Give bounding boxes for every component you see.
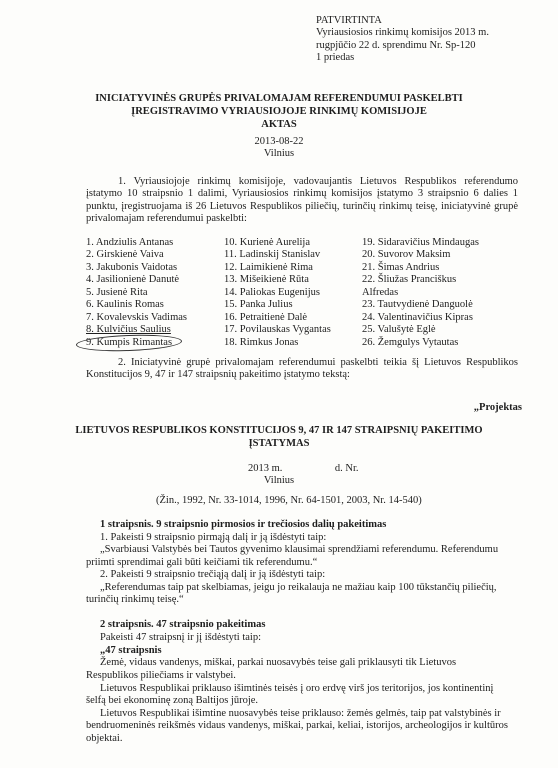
gazette-reference: (Žin., 1992, Nr. 33-1014, 1996, Nr. 64-1501, 2003, Nr. 14-540): [156, 495, 422, 506]
member-item: 13. Mišeikienė Rūta: [224, 274, 309, 286]
member-item: 26. Žemgulys Vytautas: [362, 336, 459, 348]
document-city: Vilnius: [263, 148, 295, 159]
member-item: 21. Šimas Andrius: [362, 261, 440, 273]
member-item: 6. Kaulinis Romas: [86, 299, 164, 311]
paragraph-1: 1. Vyriausiojoje rinkimų komisijoje, vadovaujantis Lietuvos Respublikos referendumo įstatymo 10 straipsnio 1 dalimi, Vyriausiosios rinkimų komisijos įstatymo 3 straipsnio 6 dalies 1 punktu, įregistruojama iš 26 Lietuvos Respublikos piliečių, turinčių rinkimų teisę, iniciatyvinė grupė privalomajam referendumui paskelbti:: [86, 176, 518, 225]
member-item: Alfredas: [362, 286, 399, 298]
approval-line: 1 priedas: [316, 52, 355, 64]
article-2-text: bendruomeninės reikšmės vidaus vandenys, miškai, parkai, keliai, istorijos, archeologijos ir kultūros: [86, 720, 508, 731]
article-2-text: šelfą bei ekonominę zoną Baltijos jūroje.: [86, 695, 259, 706]
member-column-1: [86, 237, 187, 349]
member-item: 3. Jakubonis Vaidotas: [86, 261, 178, 273]
projektas-label: „Projektas: [473, 402, 522, 413]
approval-line: rugpjūčio 22 d. sprendimu Nr. Sp-120: [316, 39, 476, 51]
paragraph-2: 2. Iniciatyvinė grupė privalomajam referendumui paskelbti teikia šį Lietuvos Respublikos Konstitucijos 9, 47 ir 147 straipsnių pakeitimo įstatymo tekstą:: [86, 357, 518, 381]
member-item: 17. Povilauskas Vygantas: [224, 324, 331, 336]
member-item: 1. Andziulis Antanas: [86, 237, 174, 248]
member-item: 24. Valentinavičius Kipras: [362, 311, 473, 323]
article-2-text: Lietuvos Respublikai išimtine nuosavybės teise priklauso: žemės gelmės, taip pat valstybinės ir: [100, 708, 501, 719]
article-1-heading: 1 straipsnis. 9 straipsnio pirmosios ir trečiosios dalių pakeitimas: [100, 519, 387, 530]
article-1-text: 1. Pakeisti 9 straipsnio pirmąją dalį ir ją išdėstyti taip:: [100, 532, 327, 543]
law-city: Vilnius: [263, 475, 295, 486]
member-item: 22. Šliužas Pranciškus: [362, 274, 457, 286]
law-title-line-2: ĮSTATYMAS: [248, 438, 310, 449]
member-item: 18. Rimkus Jonas: [224, 336, 299, 348]
member-item: 9. Kumpis Rimantas: [86, 337, 187, 349]
document-title-line-1: INICIATYVINĖS GRUPĖS PRIVALOMAJAM REFERENDUMUI PASKELBTI: [95, 93, 463, 104]
member-item: 23. Tautvydienė Danguolė: [362, 299, 473, 311]
article-2-heading: 2 straipsnis. 47 straipsnio pakeitimas: [100, 619, 266, 630]
member-item: 4. Jasilionienė Danutė: [86, 274, 180, 286]
article-1-text: 2. Pakeisti 9 straipsnio trečiąją dalį ir ją išdėstyti taip:: [100, 569, 326, 580]
member-item: 19. Sidaravičius Mindaugas: [362, 237, 479, 248]
member-item: 10. Kurienė Aurelija: [224, 237, 311, 248]
member-item: 25. Valušytė Eglė: [362, 324, 436, 336]
member-item: 7. Kovalevskis Vadimas: [86, 311, 188, 323]
approval-line: PATVIRTINTA: [316, 15, 382, 26]
law-title-line-1: LIETUVOS RESPUBLIKOS KONSTITUCIJOS 9, 47 IR 147 STRAIPSNIŲ PAKEITIMO: [75, 425, 483, 436]
member-item: 11. Ladinskij Stanislav: [224, 249, 321, 261]
approval-stamp: [316, 15, 489, 65]
article-2-text: Pakeisti 47 straipsnį ir jį išdėstyti taip:: [100, 632, 261, 643]
member-item: 12. Laimikienė Rima: [224, 261, 313, 273]
article-1-quote: „Referendumas taip pat skelbiamas, jeigu jo reikalauja ne mažiau kaip 100 tūkstančių piliečių,: [100, 582, 497, 593]
article-2-subheading: „47 straipsnis: [100, 645, 162, 656]
article-1-quote: priimti sprendimai gali būti keičiami tik referendumu.“: [86, 557, 318, 568]
member-item: 20. Suvorov Maksim: [362, 249, 451, 261]
member-item: 16. Petraitienė Dalė: [224, 311, 308, 323]
member-column-3: [362, 237, 479, 349]
member-column-2: [224, 237, 331, 349]
member-item: 8. Kulvičius Saulius: [86, 324, 171, 336]
approval-line: Vyriausiosios rinkimų komisijos 2013 m.: [316, 27, 489, 39]
document-title-line-3: AKTAS: [261, 119, 297, 130]
law-date: 2013 m. d. Nr.: [248, 463, 359, 474]
member-item: 14. Paliokas Eugenijus: [224, 286, 320, 298]
article-1-quote: „Svarbiausi Valstybės bei Tautos gyvenimo klausimai sprendžiami referendumu. Referendumu: [100, 544, 499, 555]
article-2-text: objektai.: [86, 733, 123, 744]
member-item: 2. Girskienė Vaiva: [86, 249, 164, 261]
document-date: 2013-08-22: [254, 136, 304, 147]
member-item: 5. Jusienė Rita: [86, 286, 148, 298]
article-2-text: Lietuvos Respublikai priklauso išimtinės teisės į oro erdvę virš jos teritorijos, jos kontinentinį: [100, 683, 494, 694]
article-2-text: Respublikos piliečiams ir valstybei.: [86, 670, 236, 681]
document-title-line-2: ĮREGISTRAVIMO VYRIAUSIOJOJE RINKIMŲ KOMISIJOJE: [131, 106, 427, 117]
article-2-text: Žemė, vidaus vandenys, miškai, parkai nuosavybės teise gali priklausyti tik Lietuvos: [100, 657, 457, 668]
member-item: 15. Panka Julius: [224, 299, 293, 311]
article-1-quote: turinčių rinkimų teisę.“: [86, 594, 184, 605]
